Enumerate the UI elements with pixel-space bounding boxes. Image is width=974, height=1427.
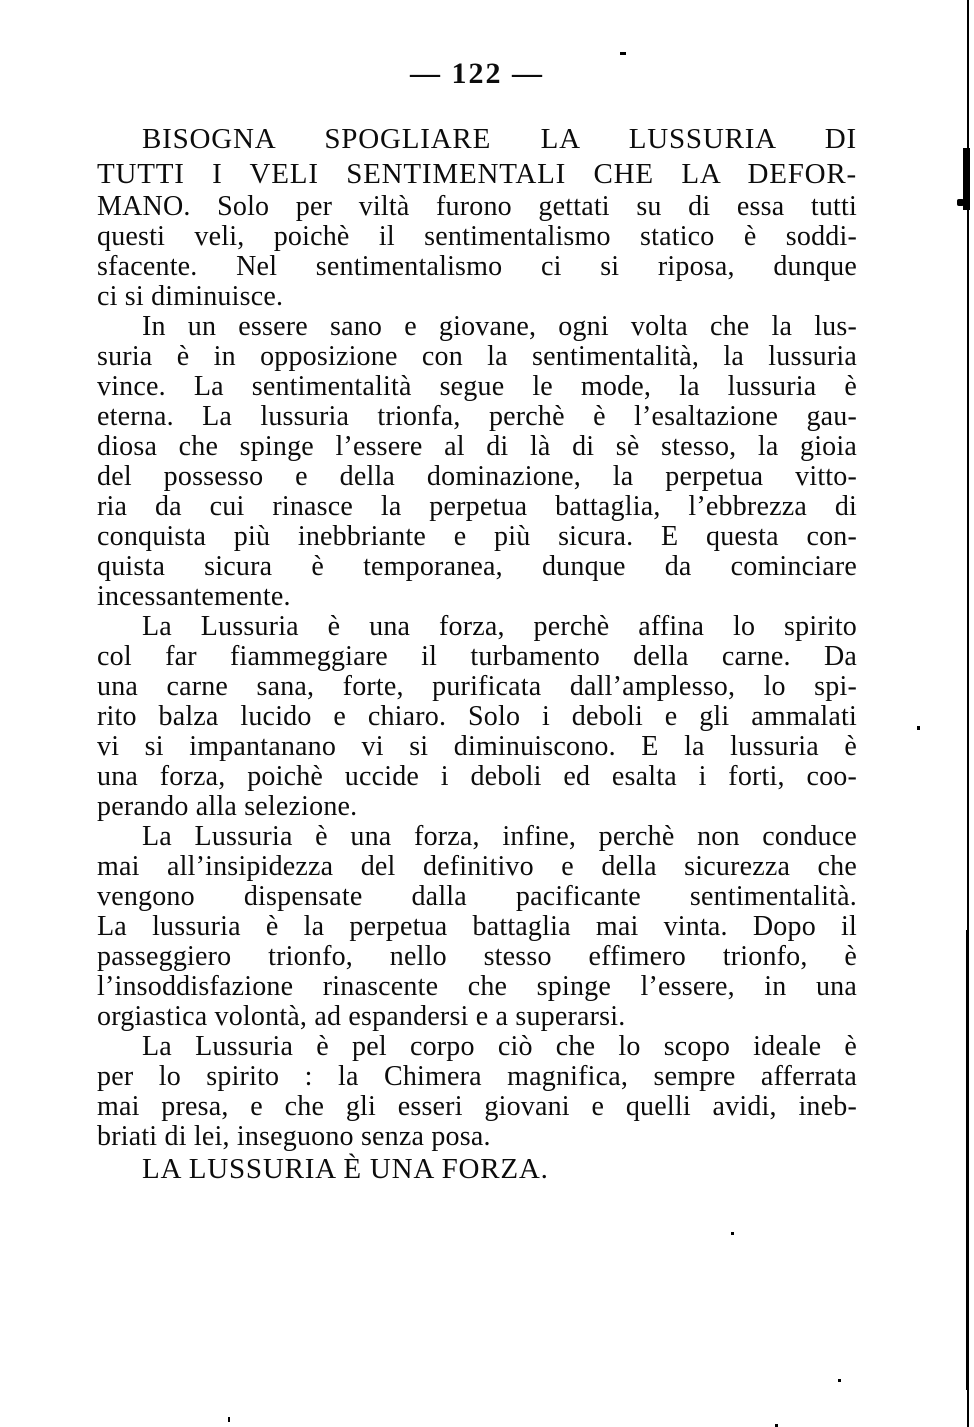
text-line: diosa che spinge l’essere al di là di sè stesso, la gioia [97, 431, 857, 462]
text-line: MANO. Solo per viltà furono gettati su di essa tutti [97, 191, 857, 222]
paragraph [97, 612, 857, 822]
text-line: una forza, poichè uccide i deboli ed esalta i forti, coo- [97, 761, 857, 792]
scan-artifact-speck [838, 1379, 841, 1382]
paragraph [97, 122, 857, 312]
text-line: suria è in opposizione con la sentimentalità, la lussuria [97, 341, 857, 372]
text-line: rito balza lucido e chiaro. Solo i deboli e gli ammalati [97, 701, 857, 732]
text-line: TUTTI I VELI SENTIMENTALI CHE LA DEFOR- [97, 158, 857, 190]
text-line: una carne sana, forte, purificata dall’amplesso, lo spi- [97, 671, 857, 702]
text-line: sfacente. Nel sentimentalismo ci si riposa, dunque [97, 251, 857, 282]
paragraph [97, 312, 857, 612]
text-line: passeggiero trionfo, nello stesso effimero trionfo, è [97, 941, 857, 972]
text-line: ria da cui rinasce la perpetua battaglia, l’ebbrezza di [97, 491, 857, 522]
scan-artifact-binding-blob [963, 148, 970, 210]
paragraph [97, 822, 857, 1032]
text-line: orgiastica volontà, ad espandersi e a superarsi. [97, 1001, 626, 1032]
text-line: vince. La sentimentalità segue le mode, la lussuria è [97, 371, 857, 402]
text-line: La Lussuria è una forza, infine, perchè non conduce [142, 821, 857, 852]
text-line: BISOGNA SPOGLIARE LA LUSSURIA DI [142, 123, 857, 155]
text-line: mai all’insipidezza del definitivo e della sicurezza che [97, 851, 857, 882]
scan-artifact-speck [917, 726, 920, 730]
scan-artifact-speck [731, 1232, 734, 1235]
scan-artifact-speck [228, 1417, 230, 1422]
text-line: incessantemente. [97, 581, 291, 612]
text-line: mai presa, e che gli esseri giovani e quelli avidi, ineb- [97, 1091, 857, 1122]
text-line: La Lussuria è pel corpo ciò che lo scopo ideale è [142, 1031, 857, 1062]
scan-artifact-speck [957, 199, 964, 206]
text-line: vi si impantanano vi si diminuiscono. E la lussuria è [97, 731, 857, 762]
scan-artifact-speck [620, 52, 626, 55]
text-line: briati di lei, inseguono senza posa. [97, 1121, 491, 1152]
text-line: ci si diminuisce. [97, 281, 284, 312]
text-line: eterna. La lussuria trionfa, perchè è l’esaltazione gau- [97, 401, 857, 432]
scan-artifact-binding-line [966, 930, 969, 1390]
text-line: LA LUSSURIA È UNA FORZA. [142, 1153, 549, 1185]
page-text [97, 122, 857, 1187]
text-line: conquista più inebbriante e più sicura. E questa con- [97, 521, 857, 552]
text-line: quista sicura è temporanea, dunque da cominciare [97, 551, 857, 582]
paragraph [97, 1152, 857, 1187]
text-line: In un essere sano e giovane, ogni volta che la lus- [142, 311, 857, 342]
text-line: del possesso e della dominazione, la perpetua vitto- [97, 461, 857, 492]
text-line: per lo spirito : la Chimera magnifica, sempre afferrata [97, 1061, 857, 1092]
text-line: La Lussuria è una forza, perchè affina lo spirito [142, 611, 857, 642]
text-line: col far fiammeggiare il turbamento della carne. Da [97, 641, 857, 672]
text-line: La lussuria è la perpetua battaglia mai vinta. Dopo il [97, 911, 857, 942]
page-number: — 122 — [410, 57, 544, 90]
text-line: questi veli, poichè il sentimentalismo statico è soddi- [97, 221, 857, 252]
paragraph [97, 1032, 857, 1152]
text-line: vengono dispensate dalla pacificante sentimentalità. [97, 881, 857, 912]
text-line: perando alla selezione. [97, 791, 358, 822]
text-line: l’insoddisfazione rinascente che spinge l’essere, in una [97, 971, 857, 1002]
